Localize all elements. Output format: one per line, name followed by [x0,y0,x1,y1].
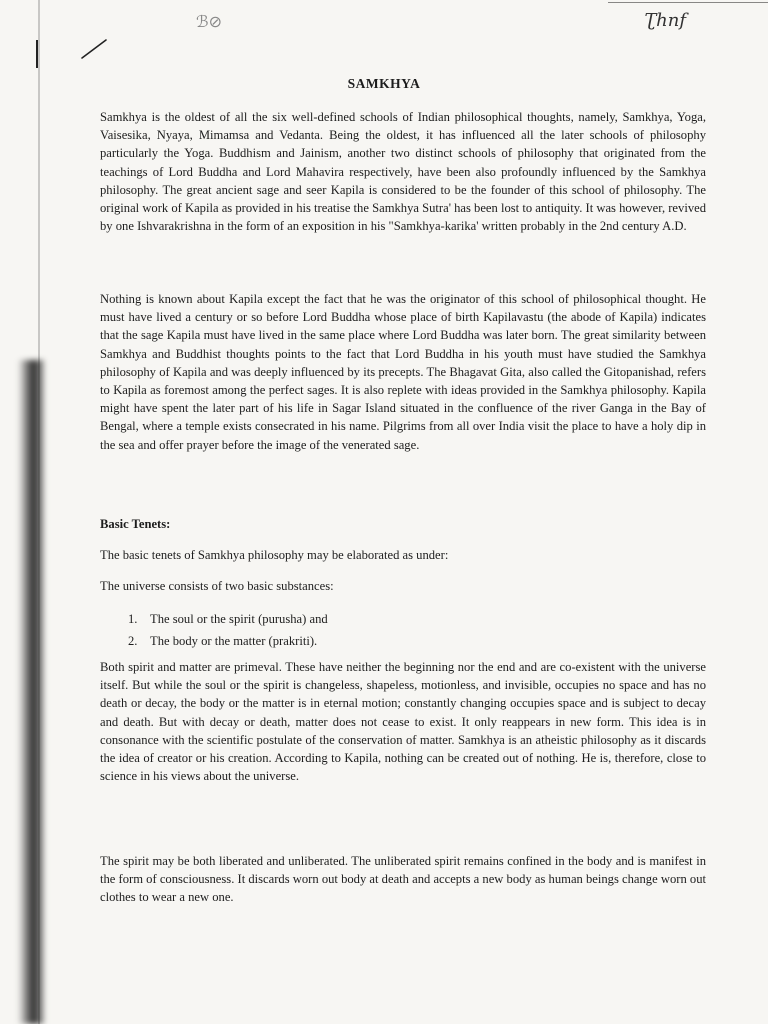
scan-shadow [18,360,44,1024]
paragraph-liberation: The spirit may be both liberated and unliberated. The unliberated spirit remains confined in the body and is manifest in the form of consciousness. It discards worn out body at death and accepts a new body as human beings change worn out clothes to wear a new one. [100,854,706,905]
section-heading: Basic Tenets: [100,517,171,531]
top-rule [608,2,768,3]
list-item [128,608,328,630]
tenets-intro: The basic tenets of Samkhya philosophy may be elaborated as under: [100,548,449,562]
substances-list [128,608,328,652]
margin-bar-mark [36,40,38,68]
list-number: 2. [128,634,138,648]
paragraph-kapila: Nothing is known about Kapila except the fact that he was the originator of this school of philosophical thought. He must have lived a century or so before Lord Buddha whose place of birth Kapilavastu (the abode of Kapila) indicates that the sage Kapila must have lived in the same place where Lord Buddha was later born. The great similarity between Samkhya and Buddhist thoughts points to the fact that Lord Buddha in his youth must have studied the Samkhya philosophy of Kapila and was deeply influenced by its precepts. The Bhagavat Gita, also called the Gitopanishad, refers to Kapila as foremost among the perfect sages. It is also replete with ideas provided in the Samkhya philosophy. Kapila might have spent the later part of his life in Sagar Island situated in the confluence of the river Ganga in the Bay of Bengal, where a temple exists consecrated in his name. Pilgrims from all over India visit the place to have a holy dip in the sea and offer prayer before the image of the venerated sage. [100,292,706,452]
universe-statement: The universe consists of two basic substances: [100,579,334,593]
list-text: The body or the matter (prakriti). [150,634,318,648]
scribble-mark: ℬ⊘ [196,12,222,31]
list-number: 1. [128,612,138,626]
paragraph-spirit-matter: Both spirit and matter are primeval. These have neither the beginning nor the end and are co-existent with the universe itself. But while the soul or the spirit is changeless, shapeless, motionless, and invisible, occupies no space and has no death or decay, the body or the matter is in eternal motion; constantly changing occupies space and is subject to decay and death. But with decay or death, matter does not cease to exist. It only reappears in new form. This idea is in consonance with the scientific postulate of the conservation of matter. Samkhya is an atheistic philosophy as it discards the idea of creator or his creation. According to Kapila, nothing can be created out of nothing. He is, therefore, close to science in his views about the universe. [100,660,706,784]
list-text: The soul or the spirit (purusha) and [150,612,328,626]
signature-mark: Ʈhnf [644,10,686,31]
pen-stroke-mark [80,36,110,60]
page-title: SAMKHYA [347,76,421,91]
paragraph-intro: Samkhya is the oldest of all the six well-defined schools of Indian philosophical thoughts, namely, Samkhya, Yoga, Vaisesika, Nyaya, Mimamsa and Vedanta. Being the oldest, it has influenced all the later schools of philosophy particularly the Yoga. Buddhism and Jainism, another two distinct schools of philosophy that originated from the teachings of Lord Buddha and Lord Mahavira respectively, have been also profoundly influenced by the Samkhya philosophy. The great ancient sage and seer Kapila is considered to be the founder of this school of philosophy. The original work of Kapila as provided in his treatise the Samkhya Sutra' has been lost to antiquity. It was however, revived by one Ishvarakrishna in the form of an exposition in his "Samkhya-karika' written probably in the 2nd century A.D. [100,110,706,234]
list-item [128,630,328,652]
